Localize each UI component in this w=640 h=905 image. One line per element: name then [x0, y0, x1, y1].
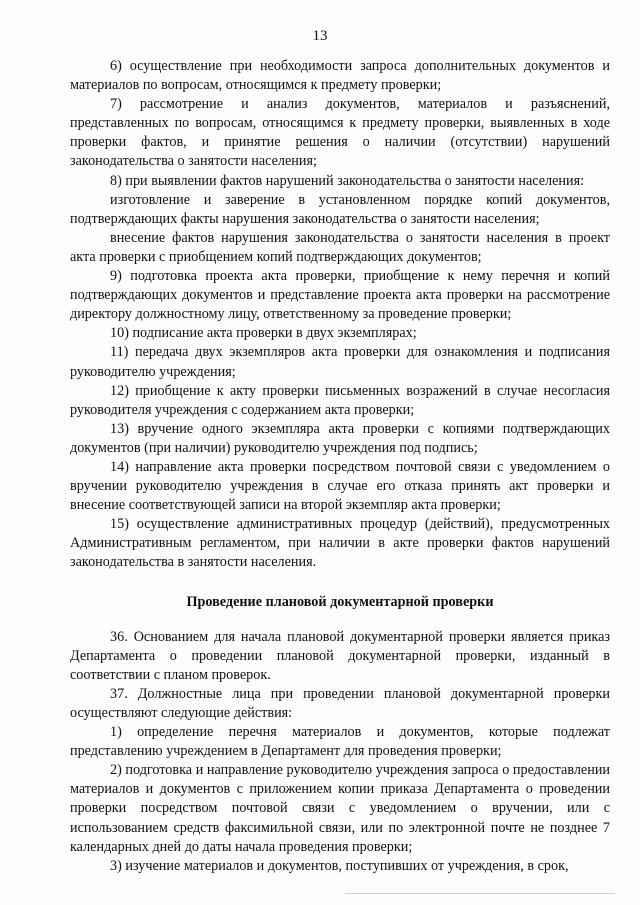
paragraph-list-after: [70, 628, 610, 876]
scan-edge-line: [345, 893, 615, 894]
paragraph: 14) направление акта проверки посредством почтовой связи с уведомлением о вручении руководителю учреждения в случае его отказа принять акт проверки и внесение соответствующей записи на второй экземпляр акта проверки;: [70, 458, 610, 514]
paragraph: 11) передача двух экземпляров акта проверки для ознакомления и подписания руководителю учреждения;: [70, 344, 610, 380]
paragraph: 13) вручение одного экземпляра акта проверки с копиями подтверждающих документов (при наличии) руководителю учреждения под подпись;: [70, 420, 610, 456]
paragraph: 3) изучение материалов и документов, поступивших от учреждения, в срок,: [110, 857, 569, 874]
paragraph: 10) подписание акта проверки в двух экземплярах;: [110, 325, 417, 342]
page-number: 13: [312, 28, 328, 44]
paragraph: 36. Основанием для начала плановой документарной проверки является приказ Департамента о проведении плановой документарной проверки, изданный в соответствии с планом проверок.: [70, 628, 610, 683]
paragraph: 37. Должностные лица при проведении плановой документарной проверки осуществляют следующие действия:: [70, 685, 610, 721]
paragraph: 6) осуществление при необходимости запроса дополнительных документов и материалов по вопросам, относящимся к предмету проверки;: [70, 58, 610, 94]
paragraph: 8) при выявлении фактов нарушений законодательства о занятости населения:: [110, 172, 585, 189]
paragraph: 15) осуществление административных процедур (действий), предусмотренных Административным регламентом, при наличии в акте проверки фактов нарушений законодательства в занятости населения.: [70, 516, 610, 571]
section-heading: Проведение плановой документарной проверки: [186, 593, 494, 610]
paragraph: 1) определение перечня материалов и документов, которые подлежат представлению учреждением в Департамент для проведения проверки;: [70, 724, 610, 760]
paragraph: внесение фактов нарушения законодательства о занятости населения в проект акта проверки с приобщением копий подтверждающих документов;: [70, 229, 610, 265]
paragraph: 9) подготовка проекта акта проверки, приобщение к нему перечня и копий подтверждающих документов и представление проекта акта проверки на рассмотрение директору должностному лицу, ответственному за проведение проверки;: [70, 268, 610, 323]
paragraph-list-before: [70, 57, 610, 573]
paragraph: 7) рассмотрение и анализ документов, материалов и разъяснений, представленных по вопросам, относящимся к предмету проверки, выявленных в ходе проверки фактов, и принятие решения о наличии (отсутствии) нарушений законодательства о занятости населения;: [70, 96, 610, 170]
page-body: [70, 57, 610, 876]
paragraph: 12) приобщение к акту проверки письменных возражений в случае несогласия руководителя учреждения с содержанием акта проверки;: [70, 382, 610, 418]
paragraph: 2) подготовка и направление руководителю учреждения запроса о предоставлении материалов и документов с приложением копии приказа Департамента о проведении проверки посредством почтовой связи с уведомлением о вручении, или с использованием средств факсимильной связи, или по электронной почте не позднее 7 календарных дней до даты начала проведения проверки;: [70, 762, 610, 855]
paragraph: изготовление и заверение в установленном порядке копий документов, подтверждающих факты нарушения законодательства о занятости населения;: [70, 191, 610, 227]
